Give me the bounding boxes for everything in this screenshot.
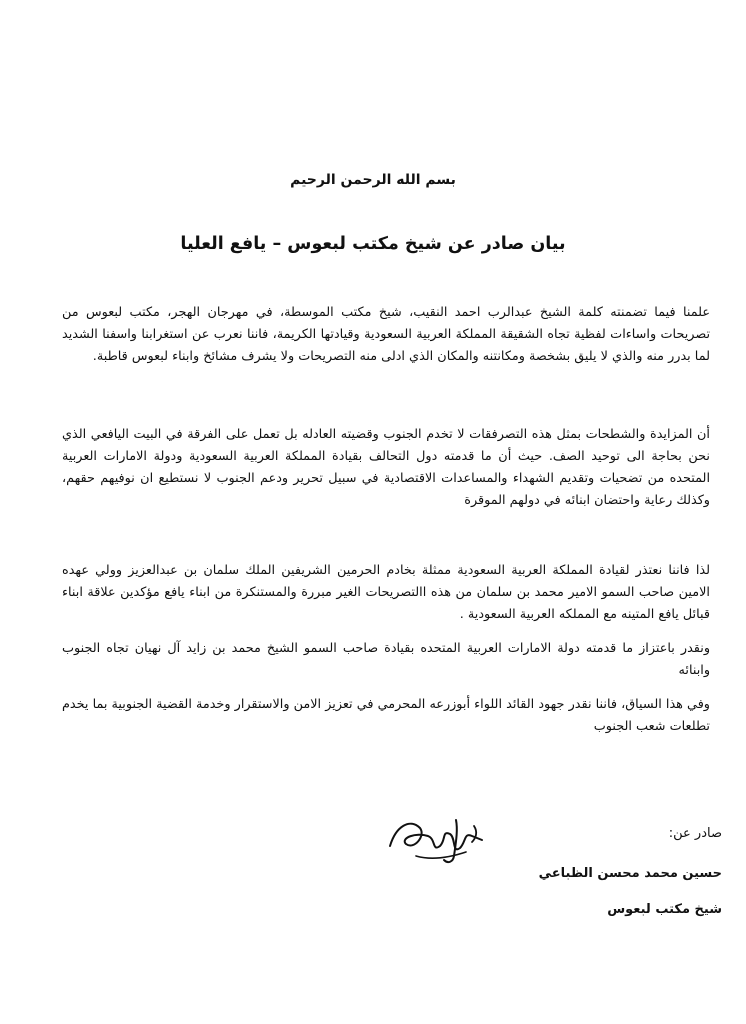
paragraph-4: ونقدر باعتزاز ما قدمته دولة الامارات العربية المتحده بقيادة صاحب السمو الشيخ محمد بن زايد آل نهيان تجاه الجنوب وابنائه xyxy=(62,641,710,678)
statement-title: بيان صادر عن شيخ مكتب لبعوس – يافع العليا xyxy=(180,234,566,254)
statement-body xyxy=(62,302,710,738)
paragraph-5: وفي هذا السياق، فاننا نقدر جهود القائد اللواء أبوزرعه المحرمي في تعزيز الامن والاستقرار وخدمة القضية الجنوبية بما يخدم تطلعات شعب الجنوب xyxy=(62,697,710,734)
issued-by-label: صادر عن: xyxy=(668,826,722,841)
signature-block xyxy=(386,806,722,926)
signatory-role: شيخ مكتب لبعوس xyxy=(607,902,722,917)
paragraph-2: أن المزايدة والشطحات بمثل هذه التصرفقات لا تخدم الجنوب وقضيته العادله بل تعمل على الفرقة في البيت اليافعي الذي نحن بحاجة الى توحيد الصف. حيث أن ما قدمته دول التحالف بقيادة المملكة العربية السعودية ودولة الامارات العربية المتحده من تضحيات وتقديم الشهداء والمساعدات الاقتصادية في سبيل تحرير ودعم الجنوب لا نستطيع ان نوفيهم حقهم، وكذلك رعاية واحتضان ابنائه في دولهم الموقرة xyxy=(62,427,710,508)
handwritten-signature xyxy=(386,806,496,866)
basmala-heading: بسم الله الرحمن الرحيم xyxy=(290,172,456,188)
paragraph-3: لذا فاننا نعتذر لقيادة المملكة العربية السعودية ممثلة بخادم الحرمين الشريفين الملك سلمان بن عبدالعزيز وولي عهده الامين صاحب السمو الامير محمد بن سلمان من هذه االتصريحات الغير مبررة والمستنكرة من ابناء يافع مؤكدين علاقة ابناء قبائل يافع المتينه مع المملكه العربية السعودية . xyxy=(62,563,710,622)
signatory-name: حسين محمد محسن الظباعي xyxy=(538,866,722,881)
paragraph-1: علمنا فيما تضمنته كلمة الشيخ عبدالرب احمد النقيب، شيخ مكتب الموسطة، في مهرجان الهجر، مكتب لبعوس من تصريحات واساءات لفظية تجاه الشقيقة المملكة العربية السعودية وقيادتها الكريمة، فاننا نعرب عن استغرابنا واسفنا الشديد لما بدرر منه والذي لا يليق بشخصة ومكانتنه والمكان الذي ادلى منه التصريحات ولا يشرف مشائخ وابناء لبعوس قاطبة. xyxy=(62,305,710,364)
